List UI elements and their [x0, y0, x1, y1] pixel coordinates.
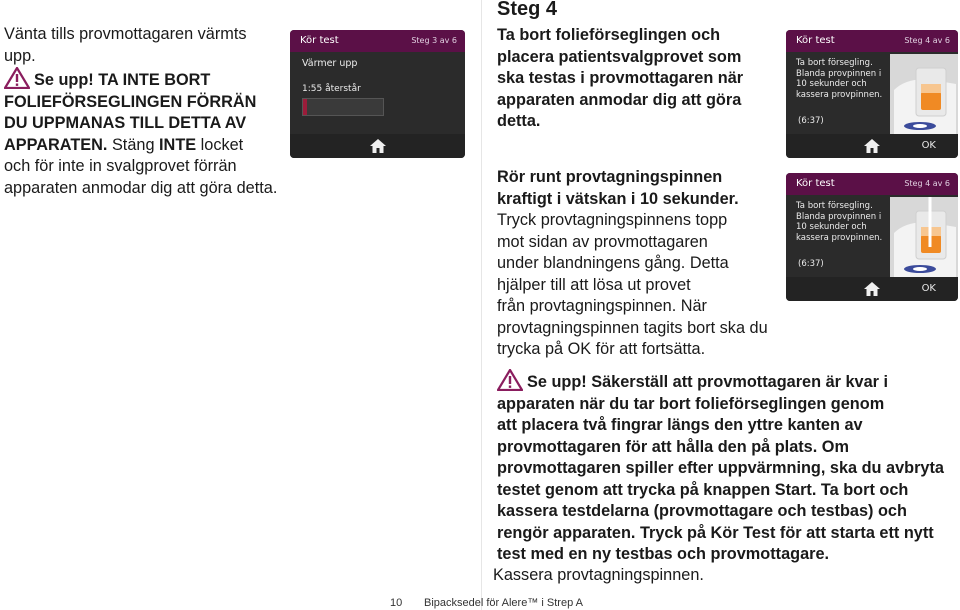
para-line: mot sidan av provmottagaren [497, 232, 708, 251]
para-line: detta. [497, 112, 541, 130]
screen-title: Kör test [300, 35, 339, 46]
caution-line: provmottagaren för att hålla den på plats. Om [497, 437, 849, 456]
left-warning-line [4, 67, 276, 92]
home-icon[interactable] [370, 139, 386, 153]
device-illustration [890, 197, 958, 277]
warning-icon [497, 369, 523, 391]
para-line: från provtagningspinnen. När [497, 297, 707, 315]
discard-instruction: Kassera provtagningspinnen. [493, 566, 704, 584]
left-line: och för inte in svalgprovet förrän [4, 157, 237, 175]
device-screen-remove-seal [786, 30, 958, 158]
para-line: Ta bort folieförseglingen och [497, 26, 721, 44]
left-text: Stäng [107, 135, 160, 154]
message-line: 10 sekunder och [796, 222, 867, 232]
left-line: FOLIEFÖRSEGLINGEN FÖRRÄN [4, 92, 257, 111]
left-warning-text: Se upp! TA INTE BORT [34, 71, 211, 89]
ok-button[interactable]: OK [921, 283, 936, 294]
para-line: trycka på OK för att fortsätta. [497, 340, 706, 358]
para-line: Rör runt provtagningspinnen [497, 168, 723, 186]
page-number: 10 [390, 597, 403, 609]
left-line [4, 135, 276, 157]
footer-title: Bipacksedel för Alere™ i Strep A [424, 597, 583, 609]
countdown-timer: (6:37) [798, 259, 824, 269]
screen-message [796, 201, 882, 243]
message-line: Blanda provpinnen i [796, 68, 882, 79]
message-line: Ta bort försegling. [796, 201, 873, 211]
para-line: hjälper till att lösa ut provet [497, 275, 691, 294]
left-bold-text: APPARATEN. [4, 135, 108, 154]
left-bold-text: INTE [159, 135, 197, 154]
screen-footer [786, 134, 958, 158]
screen-step: Steg 4 av 6 [904, 179, 950, 188]
caution-line [497, 369, 957, 394]
step-paragraph-1 [497, 25, 777, 133]
progress-bar [302, 98, 384, 116]
left-text: locket [196, 135, 244, 154]
step-heading: Steg 4 [497, 0, 558, 20]
caution-line: kassera testdelarna (provmottagare och testbas) och [497, 502, 907, 520]
ok-button[interactable]: OK [921, 140, 936, 151]
home-icon[interactable] [864, 282, 880, 296]
left-line: upp. [4, 46, 36, 65]
column-divider [481, 0, 482, 610]
message-line: 10 sekunder och [796, 79, 867, 89]
warning-icon [4, 67, 30, 89]
caution-text: Se upp! Säkerställ att provmottagaren är kvar i [527, 373, 889, 391]
caution-line: testet genom att trycka på knappen Start. Ta bort och [497, 480, 909, 499]
screen-header [786, 173, 958, 195]
screen-message [796, 58, 882, 100]
device-screen-warming [290, 30, 465, 158]
device-screen-mix [786, 173, 958, 301]
message-line: Blanda provpinnen i [796, 211, 882, 222]
device-illustration [890, 54, 958, 134]
screen-header [290, 30, 465, 52]
para-line: provtagningspinnen tagits bort ska du [497, 318, 768, 337]
left-line: Vänta tills provmottagaren värmts [4, 25, 247, 43]
countdown-timer: (6:37) [798, 116, 824, 126]
caution-line: provmottagaren spiller efter uppvärmning, ska du avbryta [497, 459, 944, 477]
screen-step: Steg 3 av 6 [411, 36, 457, 45]
para-line: placera patientsvalgprovet som [497, 47, 742, 66]
warming-status: Värmer upp [302, 58, 358, 69]
home-icon[interactable] [864, 139, 880, 153]
para-line: ska testas i provmottagaren när [497, 69, 744, 87]
caution-line: apparaten när du tar bort folieförseglingen genom [497, 394, 885, 413]
para-line: kraftigt i vätskan i 10 sekunder. [497, 189, 739, 208]
para-line: under blandningens gång. Detta [497, 254, 729, 272]
progress-fill [303, 99, 307, 115]
screen-header [786, 30, 958, 52]
left-line: DU UPPMANAS TILL DETTA AV [4, 114, 247, 132]
left-line: apparaten anmodar dig att göra detta. [4, 178, 278, 197]
caution-block [497, 369, 957, 566]
caution-line: rengör apparaten. Tryck på Kör Test för att starta ett nytt [497, 523, 934, 542]
para-line: apparaten anmodar dig att göra [497, 90, 742, 109]
screen-step: Steg 4 av 6 [904, 36, 950, 45]
para-line: Tryck provtagningspinnens topp [497, 211, 728, 229]
message-line: Ta bort försegling. [796, 58, 873, 68]
message-line: kassera provpinnen. [796, 232, 883, 243]
step-paragraph-2 [497, 167, 787, 361]
screen-footer [290, 134, 465, 158]
screen-title: Kör test [796, 178, 835, 189]
screen-footer [786, 277, 958, 301]
left-instructions [4, 24, 276, 199]
caution-line: att placera två fingrar längs den yttre kanten av [497, 416, 863, 434]
screen-title: Kör test [796, 35, 835, 46]
message-line: kassera provpinnen. [796, 89, 883, 100]
time-remaining: 1:55 återstår [302, 84, 361, 94]
caution-line: test med en ny testbas och provmottagare. [497, 545, 830, 563]
